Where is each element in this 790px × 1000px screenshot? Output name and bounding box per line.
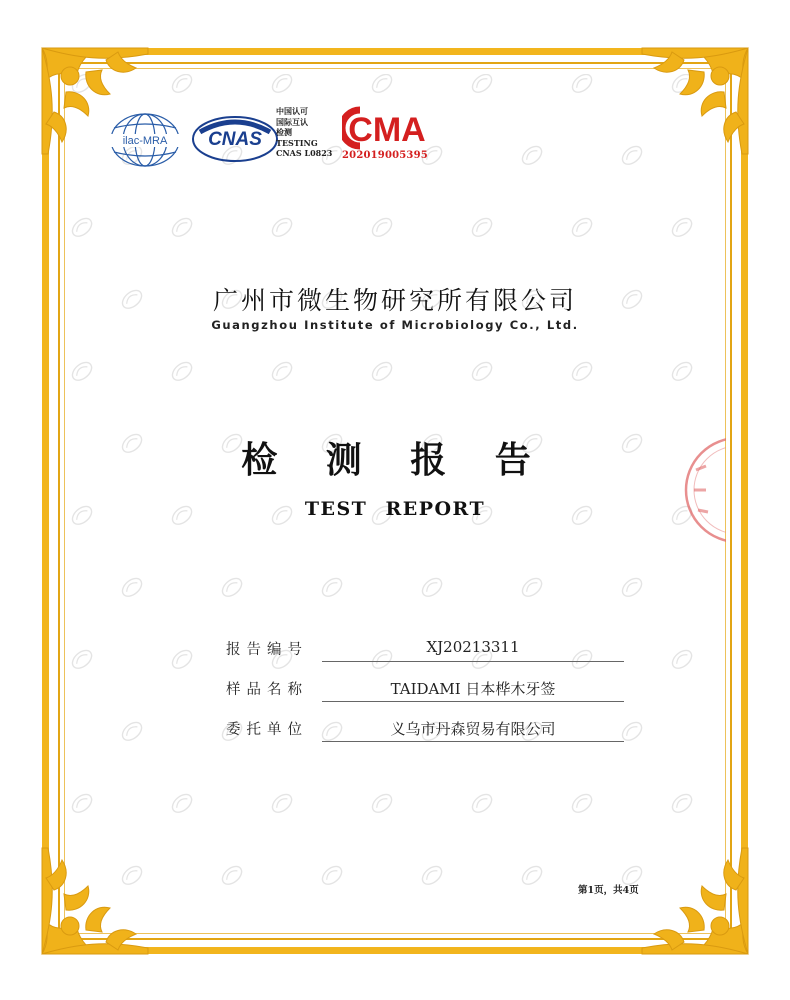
report-number-row [226,632,626,668]
svg-text:ilac-MRA: ilac-MRA [122,135,168,147]
cma-number: 202019005395 [342,150,428,161]
sample-name-label: 样品名称 [226,682,308,698]
sample-name-value: TAIDAMI 日本桦木牙签 [390,680,556,698]
cnas-accreditation-text: 中国认可 国际互认 检测 TESTING CNAS L0823 [276,106,333,158]
client-label: 委托单位 [226,722,308,738]
corner-ornament-bottom-left [36,840,156,960]
sample-name-row [226,672,626,708]
underline [322,701,624,702]
report-number-value: XJ20213311 [426,638,520,656]
page-number: 第1页，共4页 [578,885,639,896]
underline [322,741,624,742]
organization-name-cn: 广州市微生物研究所有限公司 [212,286,577,315]
svg-text:CMA: CMA [348,111,426,149]
client-row [226,712,626,748]
client-value: 义乌市丹森贸易有限公司 [390,720,556,738]
underline [322,661,624,662]
corner-ornament-top-right [634,42,754,162]
cnas-logo [190,106,280,172]
organization-name-en: Guangzhou Institute of Microbiology Co., Ltd. [211,318,579,332]
report-title-cn: 检 测 报 告 [241,439,549,481]
ilac-mra-logo [108,110,182,170]
report-number-label: 报告编号 [226,642,308,658]
cma-logo [342,106,432,168]
report-title-en: TEST REPORT [304,498,486,520]
official-seal [676,430,726,550]
svg-text:CNAS: CNAS [208,129,262,150]
corner-ornament-bottom-right [634,840,754,960]
